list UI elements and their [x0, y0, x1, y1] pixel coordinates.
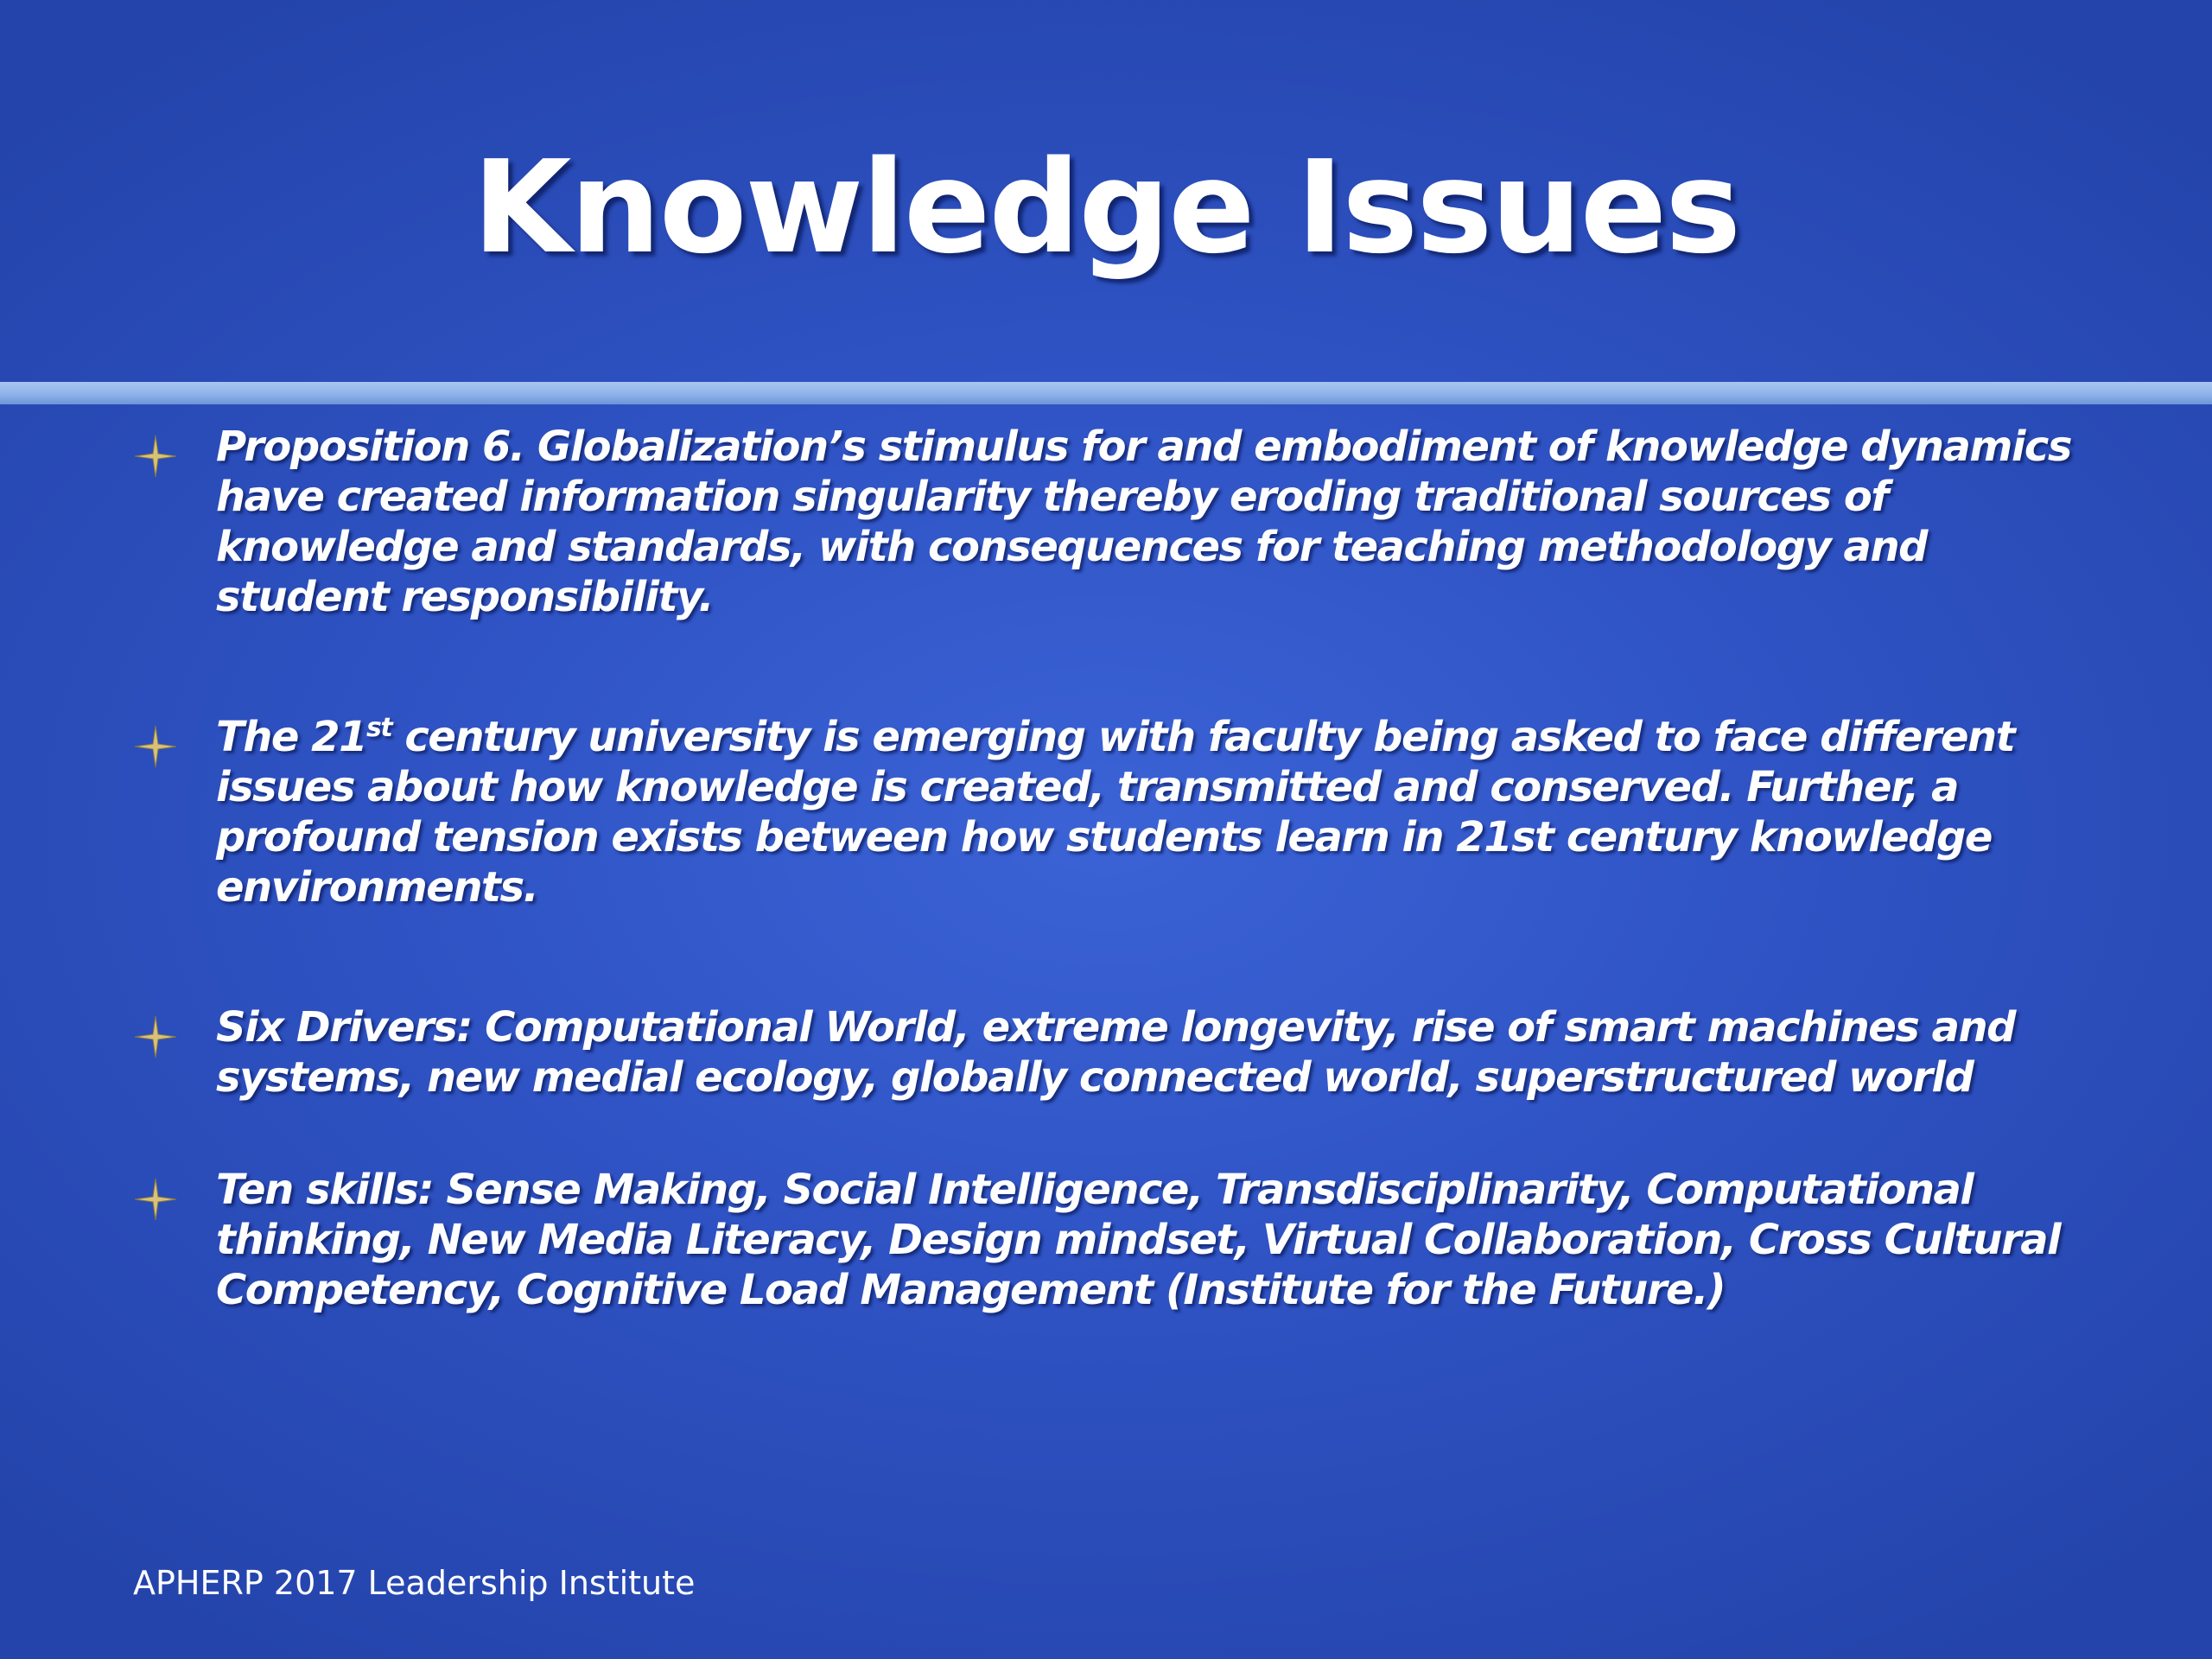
four-point-star-icon [133, 1177, 178, 1222]
bullet-spacer [130, 1103, 2100, 1165]
four-point-star-icon [133, 434, 178, 479]
slide-title: Knowledge Issues [472, 133, 1740, 282]
four-point-star-icon [133, 724, 178, 769]
bullet-item [130, 1165, 2100, 1315]
title-divider [0, 382, 2212, 404]
bullet-text: Six Drivers: Computational World, extreme longevity, rise of smart machines and systems, new medial ecology, globally connected world, superstructured world [216, 1003, 2015, 1102]
bullet-text: Proposition 6. Globalization’s stimulus for and embodiment of knowledge dynamics have created information singularity thereby eroding traditional sources of knowledge and standards, with consequences for teaching methodology and student responsibility. [216, 423, 2071, 621]
bullet-spacer [130, 622, 2100, 712]
bullet-item [130, 712, 2100, 912]
bullet-item [130, 1002, 2100, 1103]
bullet-list [130, 422, 2100, 1315]
bullet-text-before: The 21 [216, 713, 366, 761]
slide-footer: APHERP 2017 Leadership Institute [133, 1564, 696, 1602]
bullet-item [130, 422, 2100, 622]
bullet-text [216, 712, 2100, 912]
four-point-star-icon [133, 1014, 178, 1059]
bullet-spacer [130, 912, 2100, 1002]
superscript-st: st [365, 713, 392, 743]
bullet-text-after: century university is emerging with faculty being asked to face different issues about how knowledge is created, transmitted and conserved. Further, a profound tension exists between how students learn in 21st century knowledge environments. [216, 713, 2015, 912]
bullet-text: Ten skills: Sense Making, Social Intelligence, Transdisciplinarity, Computational thinking, New Media Literacy, Design mindset, Virtual Collaboration, Cross Cultural Competency, Cognitive Load Management (Institute for the Future.) [216, 1166, 2061, 1314]
